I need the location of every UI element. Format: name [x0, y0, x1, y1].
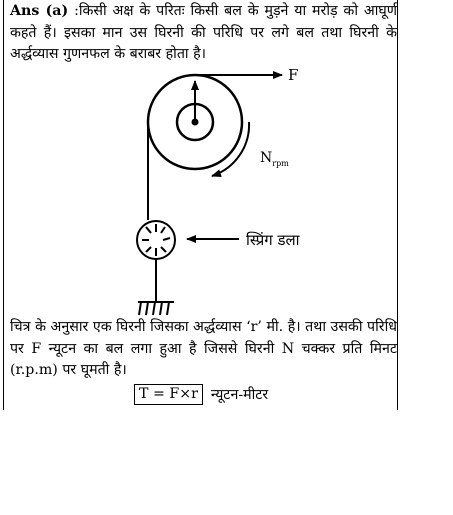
torque-unit: न्यूटन-मीटर [210, 386, 269, 403]
spring-label: स्प्रिंग डला [246, 231, 300, 249]
answer-label: Ans (a) [10, 3, 69, 19]
rpm-label: $N_{rpm}$ [260, 150, 289, 168]
force-label: F [288, 66, 299, 84]
formula-row [134, 384, 268, 405]
explanation-paragraph: चित्र के अनुसार एक घिरनी जिसका अर्द्धव्यास ‘r’ मी. है। तथा उसकी परिधि पर F न्यूटन का बल लगा हुआ है जिससे घिरनी N चक्कर प्रति मिनट (r.p.m) पर घूमती है। [10, 319, 397, 378]
answer-box [3, 0, 398, 410]
rotation-arrow [212, 122, 249, 176]
spring-balance [137, 221, 175, 259]
answer-paragraph [10, 1, 397, 66]
ground-support [138, 302, 174, 315]
definition-text: :किसी अक्ष के परितः किसी बल के मुड़ने या मरोड़ को आघूर्ण कहते हैं। इसका मान उस घिरनी की परिधि पर लगे बल तथा घिरनी के अर्द्धव्यास गुणनफल के बराबर होता है। [10, 3, 397, 62]
pulley-figure [4, 58, 399, 318]
torque-formula: T = F×r [134, 384, 203, 405]
